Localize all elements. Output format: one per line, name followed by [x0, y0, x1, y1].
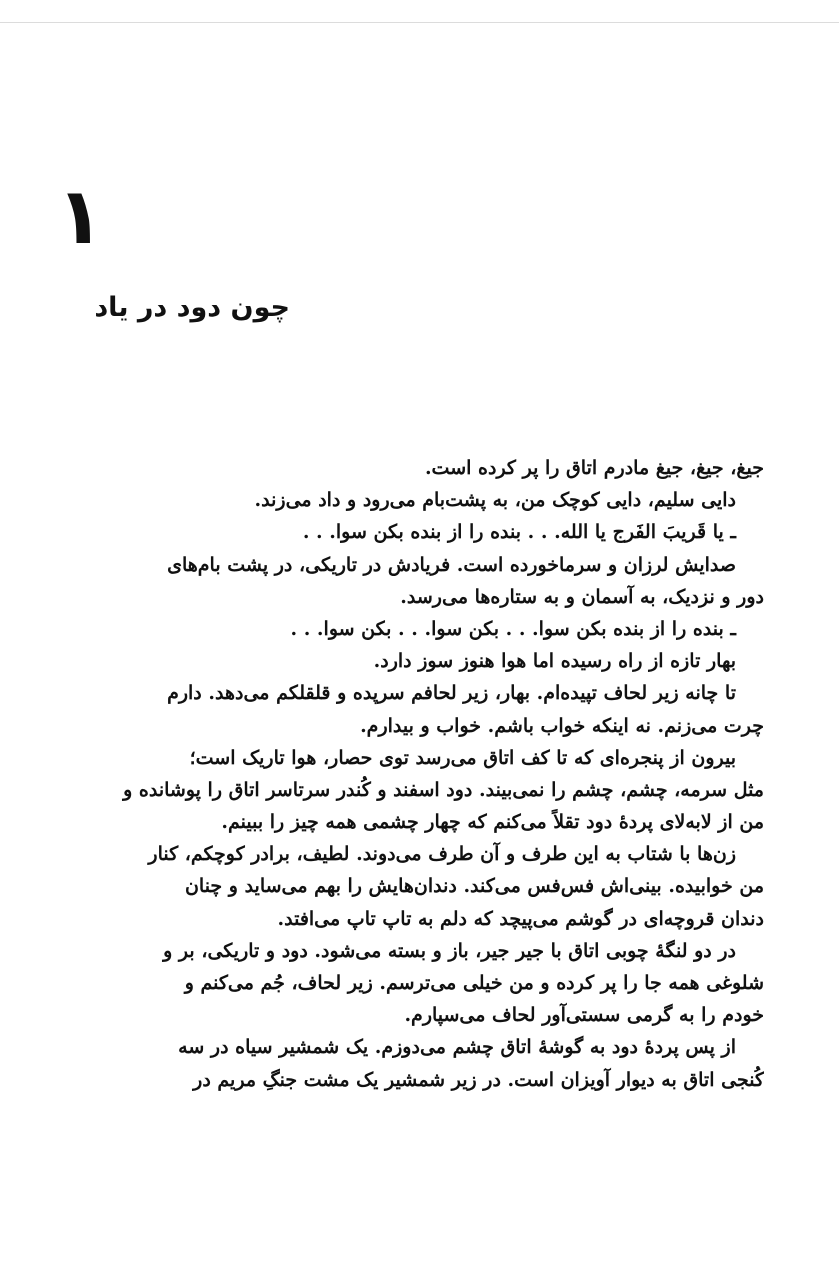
- text-line: از پس پردهٔ دود به گوشهٔ اتاق چشم می‌دوزم. یک شمشیر سیاه در سه: [178, 1036, 736, 1059]
- text-line: بیرون از پنجره‌ای که تا کف اتاق می‌رسد توی حصار، هوا تاریک است؛: [189, 746, 736, 769]
- text-line: دایی سلیم، دایی کوچک من، به پشت‌بام می‌رود و داد می‌زند.: [254, 489, 736, 512]
- text-line: صدایش لرزان و سرماخورده است. فریادش در تاریکی، در پشت بام‌های: [167, 553, 736, 576]
- text-line: دندان قروچه‌ای در گوشم می‌پیچد که دلم به تاپ تاپ می‌افتد.: [277, 907, 764, 930]
- text-line: دور و نزدیک، به آسمان و به ستاره‌ها می‌رسد.: [400, 585, 764, 608]
- text-line: در دو لنگهٔ چوبی اتاق با جیر جیر، باز و بسته می‌شود. دود و تاریکی، بر و: [163, 939, 736, 962]
- text-line: چرت می‌زنم. نه اینکه خواب باشم. خواب و بیدارم.: [360, 714, 764, 737]
- text-line: من از لابه‌لای پردهٔ دود تقلاً می‌کنم که چهار چشمی همه چیز را ببینم.: [221, 811, 764, 834]
- text-line: شلوغی همه جا را پر کرده و من خیلی می‌ترسم. زیر لحاف، جُم می‌کنم و: [184, 972, 764, 994]
- chapter-number: ۱: [56, 172, 104, 262]
- text-line: بهار تازه از راه رسیده اما هوا هنوز سوز دارد.: [373, 650, 736, 673]
- text-line: ـ بنده را از بنده بکن سوا. . . بکن سوا. . . بکن سوا. . .: [290, 617, 736, 640]
- text-line: خودم را به گرمی سستی‌آور لحاف می‌سپارم.: [404, 1004, 764, 1027]
- text-line: کُنجی اتاق به دیوار آویزان است. در زیر شمشیر یک مشت جنگِ مریم در: [193, 1068, 764, 1091]
- text-line: مثل سرمه، چشم، چشم را نمی‌بیند. دود اسفند و کُندر سرتاسر اتاق را پوشانده و: [123, 778, 764, 801]
- text-line: تا چانه زیر لحاف تپیده‌ام. بهار، زیر لحافم سرپده و قلقلکم می‌دهد. دارم: [167, 682, 736, 705]
- text-line: من خوابیده. بینی‌اش فس‌فس می‌کند. دندان‌هایش را بهم می‌ساید و چنان: [184, 875, 764, 898]
- chapter-title: چون دود در یاد: [94, 292, 290, 323]
- body-text: [70, 452, 764, 1096]
- text-line: زن‌ها با شتاب به این طرف و آن طرف می‌دوند. لطیف، برادر کوچکم، کنار: [148, 843, 736, 866]
- text-line: جیغ، جیغ، جیغ مادرم اتاق را پر کرده است.: [424, 457, 764, 479]
- top-divider: [0, 22, 839, 23]
- text-line: ـ یا قَریبَ الفَرج یا الله. . . بنده را از بنده بکن سوا. . .: [302, 521, 736, 544]
